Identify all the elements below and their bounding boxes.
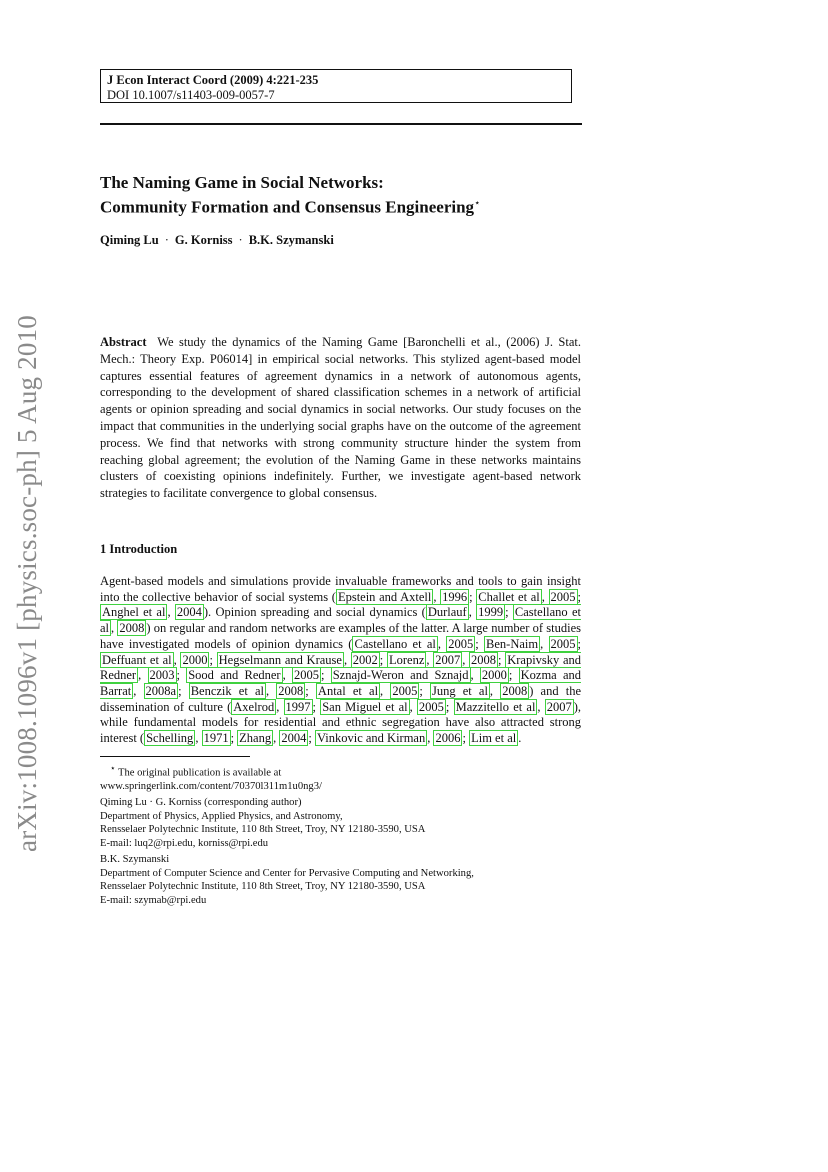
intro-text: ; (419, 683, 430, 698)
intro-text: ), while fundamental models for residential and ethnic segregation have also attracted strong interest ( (100, 699, 582, 746)
citation-link[interactable]: Durlauf (427, 605, 467, 620)
citation-link[interactable]: 2007 (546, 699, 572, 714)
citation-link[interactable]: 2005 (293, 668, 319, 683)
section-heading: 1 Introduction (100, 542, 178, 556)
citation-link[interactable]: Vinkovic and Kirman (316, 731, 426, 746)
intro-text: ; (379, 652, 387, 667)
intro-text: ; (178, 683, 189, 698)
header-rule (100, 123, 582, 125)
abstract-label: Abstract (100, 335, 147, 349)
intro-text: ) and the dissemination of culture ( (100, 683, 581, 714)
citation-link[interactable]: Castellano et al (354, 636, 436, 651)
intro-text: . (518, 731, 522, 746)
intro-text: , (138, 668, 148, 683)
intro-text: , (433, 589, 441, 604)
journal-doi: DOI 10.1007/s11403-009-0057-7 (107, 88, 275, 102)
intro-text: ; (445, 699, 454, 714)
citation-link[interactable]: San Miguel et al (322, 699, 408, 714)
affiliation-2-address: Rensselaer Polytechnic Institute, 110 8th Street, Troy, NY 12180-3590, USA (100, 881, 426, 892)
footnote-rule (100, 756, 250, 757)
intro-text: , (273, 731, 280, 746)
citation-link[interactable]: Krapivsky and Redner (100, 652, 582, 683)
author-separator-1: · (164, 233, 169, 247)
intro-text: ; (230, 731, 238, 746)
citation-link[interactable]: Sood and Redner (188, 668, 281, 683)
intro-text: , (468, 605, 477, 620)
citation-link[interactable]: Lim et al (471, 731, 517, 746)
citation-link[interactable]: Challet et al (478, 589, 540, 604)
affiliation-2 (100, 853, 620, 907)
intro-text: , (111, 621, 118, 636)
citation-link[interactable]: Hegselmann and Krause (218, 652, 342, 667)
intro-text: ; (462, 731, 470, 746)
intro-text: ; (176, 668, 187, 683)
citation-link[interactable]: 2005 (448, 636, 474, 651)
citation-link[interactable]: 2005 (550, 589, 576, 604)
abstract (100, 334, 581, 502)
intro-text: ) on regular and random networks are examples of the latter. A large number of studies have investigated models of opinion dynamics ( (100, 621, 581, 651)
footnote-line-1: The original publication is available at (118, 767, 282, 779)
intro-text: , (437, 636, 447, 651)
citation-link[interactable]: Zhang (239, 731, 272, 746)
citation-link[interactable]: 2000 (182, 652, 208, 667)
citation-link[interactable]: 2003 (149, 668, 175, 683)
citation-link[interactable]: Antal et al (317, 683, 379, 698)
intro-text: , (380, 683, 391, 698)
author-2: G. Korniss (174, 233, 233, 247)
affiliation-2-dept: Department of Computer Science and Center for Pervasive Computing and Networking, (100, 867, 474, 879)
intro-text: ; (305, 683, 316, 698)
intro-text: , (167, 605, 175, 620)
affiliation-2-email[interactable]: E-mail: szymab@rpi.edu (100, 894, 207, 906)
citation-link[interactable]: 2004 (176, 605, 202, 620)
intro-text: , (133, 683, 144, 698)
title-line-2: Community Formation and Consensus Engineering (100, 197, 475, 217)
intro-text: ). Opinion spreading and social dynamics ( (203, 605, 426, 620)
intro-text: , (173, 652, 181, 667)
intro-text: Agent-based models and simulations provide invaluable frameworks and tools to gain insight into the collective behavior of social systems ( (100, 574, 581, 604)
citation-link[interactable]: 2008a (145, 683, 177, 698)
citation-link[interactable]: Kozma and Barrat (100, 668, 582, 698)
citation-link[interactable]: Castellano et al (100, 605, 582, 636)
arxiv-stamp (4, 300, 50, 866)
intro-text: ; (209, 652, 217, 667)
intro-text: , (409, 699, 417, 714)
citation-link[interactable]: 2008 (502, 683, 528, 698)
affiliation-1 (100, 796, 620, 850)
citation-link[interactable]: 1996 (442, 589, 468, 604)
intro-text: , (195, 731, 202, 746)
intro-text: ; (505, 605, 513, 620)
intro-text: , (276, 699, 284, 714)
affiliation-2-names: B.K. Szymanski (100, 854, 170, 865)
citation-link[interactable]: Jung et al (431, 683, 488, 698)
intro-text: , (537, 699, 545, 714)
intro-text: ; (320, 668, 331, 683)
citation-link[interactable]: Axelrod (233, 699, 275, 714)
intro-text: , (266, 683, 277, 698)
intro-text: , (462, 652, 470, 667)
intro-text: , (541, 589, 549, 604)
paper-title (100, 172, 660, 218)
intro-text: ; (469, 589, 477, 604)
citation-link[interactable]: 2005 (550, 636, 576, 651)
author-separator-2: · (238, 233, 243, 247)
citation-link[interactable]: 2002 (352, 652, 378, 667)
citation-link[interactable]: Ben-Naim (486, 636, 539, 651)
intro-text: ; (475, 636, 485, 651)
journal-citation: J Econ Interact Coord (2009) 4:221-235 (107, 73, 319, 87)
intro-text: ; (577, 636, 581, 651)
intro-text: , (489, 683, 501, 698)
citation-link[interactable]: Anghel et al (102, 605, 166, 620)
footnote-mark: ⋆ (110, 763, 116, 773)
citation-link[interactable]: 2005 (418, 699, 444, 714)
footnote (100, 762, 620, 794)
citation-link[interactable]: 2008 (278, 683, 304, 698)
affiliation-1-names: Qiming Lu · G. Korniss (corresponding author) (100, 797, 302, 808)
citation-link[interactable]: 2005 (392, 683, 418, 698)
intro-text: , (426, 652, 434, 667)
title-line-1: The Naming Game in Social Networks: (100, 173, 384, 192)
affiliation-1-email[interactable]: E-mail: luq2@rpi.edu, korniss@rpi.edu (100, 837, 269, 849)
intro-text: ; (577, 589, 581, 604)
intro-text: ; (308, 731, 315, 746)
citation-link[interactable]: 1971 (203, 731, 229, 746)
intro-paragraph (100, 574, 581, 747)
intro-text: ; (498, 652, 506, 667)
affiliation-1-address: Rensselaer Polytechnic Institute, 110 8th Street, Troy, NY 12180-3590, USA (100, 824, 426, 835)
title-footnote-mark: ⋆ (474, 198, 481, 209)
arxiv-identifier: arXiv:1008.1096v1 [physics.soc-ph] 5 Aug 2010 (11, 314, 42, 852)
citation-link[interactable]: 2000 (481, 668, 507, 683)
citation-link[interactable]: 2004 (281, 731, 307, 746)
intro-text: , (470, 668, 480, 683)
intro-text: , (282, 668, 292, 683)
citation-link[interactable]: 2008 (471, 652, 497, 667)
intro-text: ; (508, 668, 519, 683)
citation-link[interactable]: 1997 (285, 699, 311, 714)
author-list (100, 233, 334, 248)
citation-link[interactable]: Benczik et al (190, 683, 265, 698)
citation-link[interactable]: Sznajd-Weron and Sznajd (332, 668, 469, 683)
intro-text: , (540, 636, 549, 651)
citation-link[interactable]: 2007 (435, 652, 461, 667)
journal-header-box (100, 69, 572, 103)
intro-text: ; (312, 699, 321, 714)
citation-link[interactable]: Schelling (146, 731, 194, 746)
citation-link[interactable]: 1999 (478, 605, 504, 620)
citation-link[interactable]: Mazzitello et al (455, 699, 536, 714)
author-1: Qiming Lu (100, 233, 159, 247)
intro-text: , (343, 652, 351, 667)
citation-link[interactable]: Deffuant et al (102, 652, 172, 667)
author-3: B.K. Szymanski (248, 233, 334, 247)
abstract-text: We study the dynamics of the Naming Game [Baronchelli et al., (2006) J. Stat. Mech.: Theory Exp. P06014] in empirical social networks. This stylized agent-based model captures essential features of agreement dynamics in a network of autonomous agents, corresponding to the development of shared classification schemes in a network of artificial agents or opinion spreading and social dynamics in social networks. Our study focuses on the impact that communities in the underlying social graphs have on the outcome of the agreement process. We find that networks with strong community structure hinder the system from reaching global agreement; the evolution of the Naming Game in these networks maintains clusters of coexisting opinions indefinitely. Further, we investigate agent-based network strategies to facilitate convergence to global consensus. (100, 335, 581, 501)
intro-text: , (427, 731, 434, 746)
affiliation-1-dept: Department of Physics, Applied Physics, and Astronomy, (100, 810, 343, 822)
footnote-url[interactable]: www.springerlink.com/content/70370l311m1u0ng3/ (100, 781, 322, 793)
citation-link[interactable]: 2006 (435, 731, 461, 746)
citation-link[interactable]: Lorenz (388, 652, 425, 667)
citation-link[interactable]: Epstein and Axtell (337, 589, 432, 604)
citation-link[interactable]: 2008 (119, 621, 145, 636)
